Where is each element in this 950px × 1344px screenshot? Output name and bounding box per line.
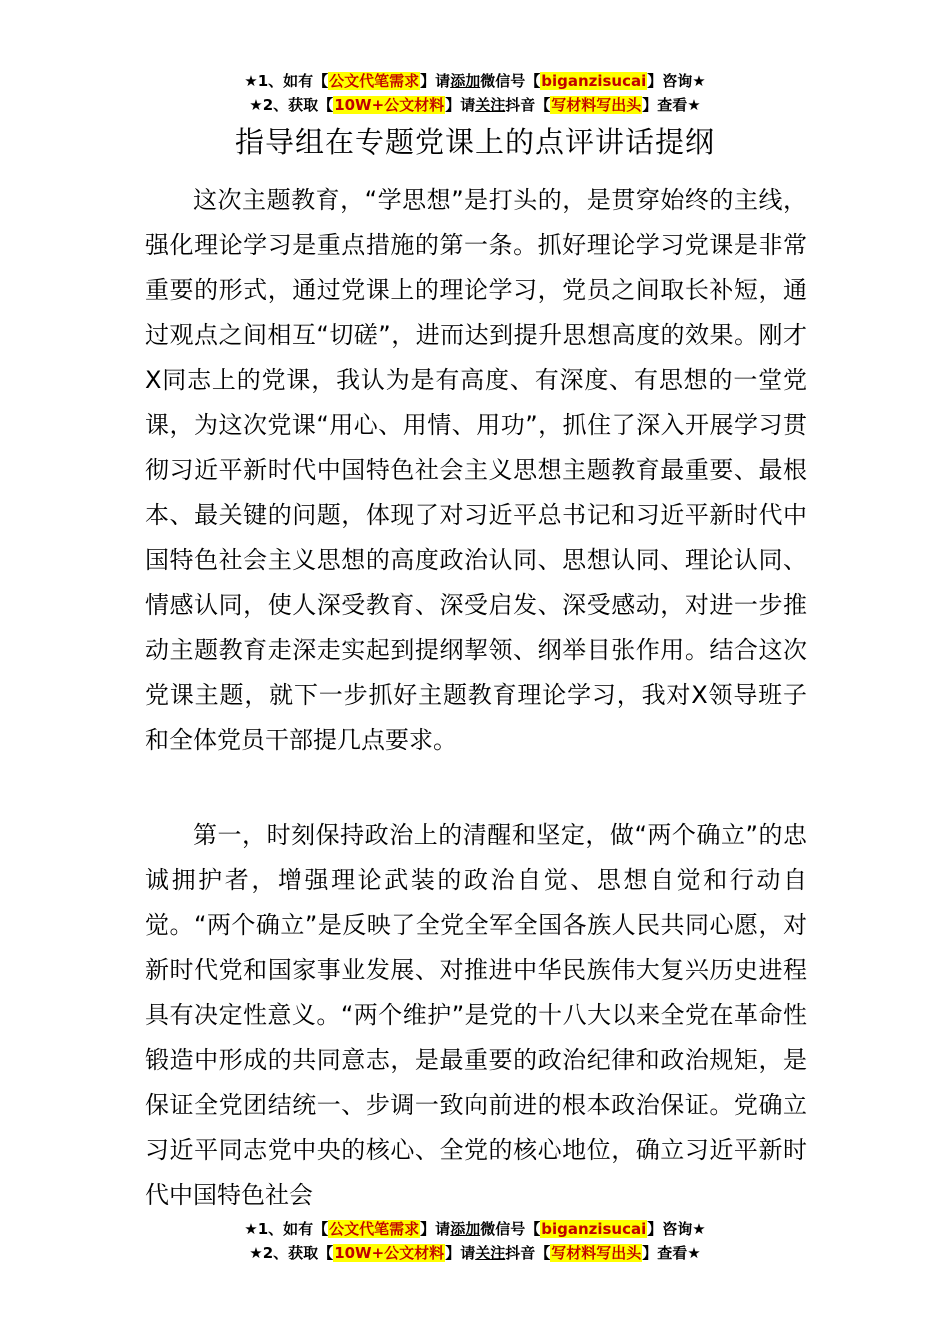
promo-text: ★2、获取【 <box>249 96 334 114</box>
promo-text: 】查看★ <box>642 1244 701 1262</box>
body-paragraph-1: 这次主题教育，“学思想”是打头的，是贯穿始终的主线，强化理论学习是重点措施的第一条。抓好理论学习党课是非常重要的形式，通过党课上的理论学习，党员之间取长补短，通过观点之间相互“切磋”，进而达到提升思想高度的效果。刚才X同志上的党课，我认为是有高度、有深度、有思想的一堂党课，为这次党课“用心、用情、用功”，抓住了深入开展学习贯彻习近平新时代中国特色社会主义思想主题教育最重要、最根本、最关键的问题，体现了对习近平总书记和习近平新时代中国特色社会主义思想的高度政治认同、思想认同、理论认同、情感认同，使人深受教育、深受启发、深受感动，对进一步推动主题教育走深走实起到提纲挈领、纲举目张作用。结合这次党课主题，就下一步抓好主题教育理论学习，我对X领导班子和全体党员干部提几点要求。 <box>145 186 807 754</box>
promo-text: 】请 <box>420 1220 451 1238</box>
document-title: 指导组在专题党课上的点评讲话提纲 <box>234 125 715 159</box>
promo-highlight: 公文代笔需求 <box>329 72 420 90</box>
top-promo-banner <box>0 69 950 117</box>
promo-text: 】请 <box>445 96 476 114</box>
promo-underlined-text: 添加 <box>450 1220 481 1238</box>
promo-line-1 <box>0 1217 950 1241</box>
promo-highlight: 10W+公文材料 <box>334 96 445 114</box>
promo-text: 抖音【 <box>505 96 551 114</box>
promo-underlined-text: 添加 <box>450 72 481 90</box>
promo-text: 微信号【 <box>480 72 541 90</box>
wechat-id-highlight: biganzisucai <box>541 72 647 90</box>
promo-highlight: 10W+公文材料 <box>334 1244 445 1262</box>
douyin-id-highlight: 写材料写出头 <box>551 96 642 114</box>
promo-underlined-text: 关注 <box>475 96 506 114</box>
promo-text: 抖音【 <box>505 1244 551 1262</box>
promo-text: ★1、如有【 <box>244 72 329 90</box>
promo-line-1 <box>0 69 950 93</box>
promo-highlight: 公文代笔需求 <box>329 1220 420 1238</box>
promo-text: ★1、如有【 <box>244 1220 329 1238</box>
promo-text: 】咨询★ <box>647 1220 706 1238</box>
body-paragraph-2: 第一，时刻保持政治上的清醒和坚定，做“两个确立”的忠诚拥护者，增强理论武装的政治自觉、思想自觉和行动自觉。“两个确立”是反映了全党全军全国各族人民共同心愿，对新时代党和国家事业发展、对推进中华民族伟大复兴历史进程具有决定性意义。“两个维护”是党的十八大以来全党在革命性锻造中形成的共同意志，是最重要的政治纪律和政治规矩，是保证全党团结统一、步调一致向前进的根本政治保证。党确立习近平同志党中央的核心、全党的核心地位，确立习近平新时代中国特色社会 <box>145 821 807 1209</box>
promo-text: 】请 <box>445 1244 476 1262</box>
wechat-id-highlight: biganzisucai <box>541 1220 647 1238</box>
promo-text: 微信号【 <box>480 1220 541 1238</box>
promo-text: ★2、获取【 <box>249 1244 334 1262</box>
promo-line-2 <box>0 1241 950 1265</box>
bottom-promo-banner <box>0 1217 950 1265</box>
promo-text: 】请 <box>420 72 451 90</box>
promo-line-2 <box>0 93 950 117</box>
promo-text: 】咨询★ <box>647 72 706 90</box>
douyin-id-highlight: 写材料写出头 <box>551 1244 642 1262</box>
promo-underlined-text: 关注 <box>475 1244 506 1262</box>
promo-text: 】查看★ <box>642 96 701 114</box>
